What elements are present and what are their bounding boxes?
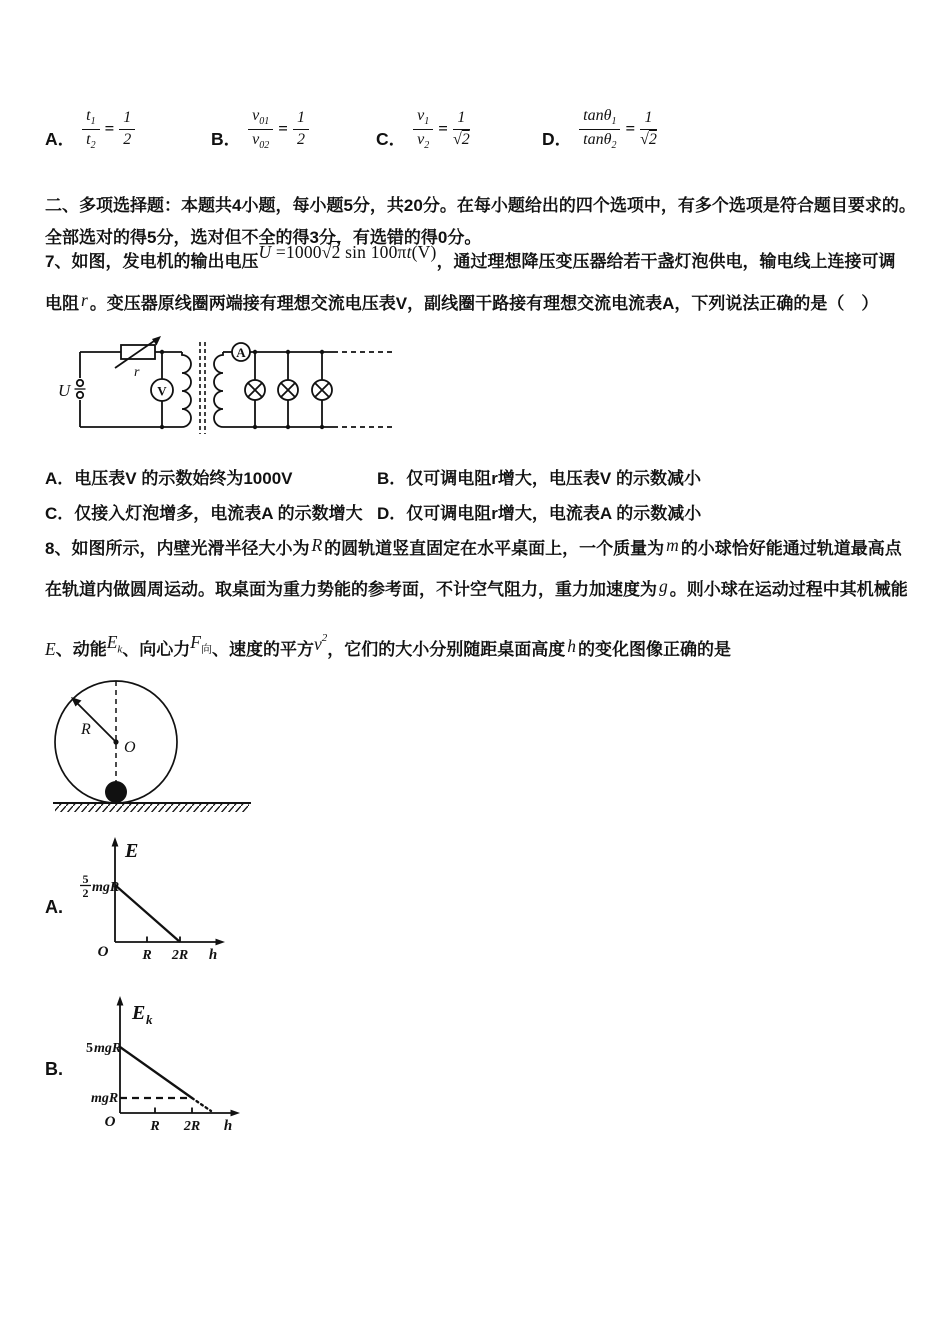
- intercept-frac-num: 5: [82, 872, 89, 886]
- var-v-sup: 2: [321, 632, 328, 644]
- energy-line: [115, 885, 180, 942]
- option-letter: A．: [45, 128, 76, 149]
- numerator: t: [86, 106, 91, 124]
- intercept-unit: mgR: [92, 880, 120, 895]
- dotted-extension: [192, 1098, 211, 1111]
- var-Ek: [107, 627, 123, 665]
- primary-coil: [182, 352, 191, 427]
- tick-R-label: R: [142, 948, 152, 963]
- rhs-numerator: 1: [640, 109, 657, 129]
- source-voltage-label: U: [58, 381, 71, 400]
- var-E: E: [45, 638, 56, 659]
- y-arrowhead: [112, 837, 119, 847]
- denominator-sub: 02: [259, 139, 270, 151]
- junction-dot: [253, 425, 257, 429]
- equals-sign: =: [438, 119, 448, 138]
- radius-label: R: [81, 721, 91, 738]
- radical-sign: √: [321, 242, 332, 262]
- var-F-centripetal: [190, 627, 212, 665]
- question8-line1: [45, 533, 902, 564]
- equals-sign: =: [278, 119, 288, 138]
- x-axis-label: h: [208, 947, 218, 963]
- numerator: v: [252, 106, 260, 124]
- radicand: 2: [331, 242, 341, 262]
- var-F-sub: 向: [201, 643, 212, 656]
- y-top-coef: 5: [86, 1041, 93, 1056]
- kinetic-energy-line: [120, 1047, 192, 1098]
- fraction-option-c: [376, 100, 470, 158]
- option-letter: C．: [376, 128, 407, 149]
- source-terminal-icon: [77, 380, 83, 386]
- numerator-sub: 01: [259, 116, 270, 127]
- numerator-sub: 1: [611, 116, 617, 127]
- var-g: g: [659, 576, 668, 596]
- source-terminal-icon: [77, 392, 83, 398]
- rheostat-arrowhead: [152, 336, 161, 346]
- fraction-option-d: [542, 100, 657, 158]
- circle-track-diagram: [45, 670, 255, 817]
- denominator-sub: 2: [424, 139, 430, 151]
- y-low-label: mgR: [91, 1091, 119, 1106]
- fraction-lhs: [248, 107, 273, 151]
- var-Ek-main: E: [106, 631, 118, 652]
- q7-line2-post: 。变压器原线圈两端接有理想交流电压表V，副线圈干路接有理想交流电流表A，下列说法正确的是（ ）: [89, 294, 879, 313]
- q8-text: 、向心力: [122, 639, 191, 659]
- rhs-numerator: 1: [293, 109, 309, 129]
- q8-text: 。则小球在运动过程中其机械能: [669, 580, 908, 599]
- junction-dot: [286, 350, 290, 354]
- q8-text: ，它们的大小分别随距桌面高度: [327, 639, 566, 659]
- fraction-option-b: [211, 100, 309, 158]
- junction-dot: [160, 425, 164, 429]
- center-label: O: [124, 739, 136, 756]
- y-arrowhead: [117, 996, 124, 1006]
- fraction-rhs: [453, 109, 470, 149]
- center-dot: [113, 739, 118, 744]
- option-letter: D．: [542, 128, 573, 149]
- var-Ek-sub: k: [117, 643, 123, 656]
- q8-text: 的变化图像正确的是: [578, 639, 732, 659]
- numerator-sub: 1: [424, 116, 430, 127]
- graph-option-a-letter: A.: [45, 897, 63, 917]
- ammeter-label: A: [236, 345, 246, 360]
- origin-label: O: [97, 944, 109, 960]
- origin-label: O: [104, 1114, 116, 1130]
- lamp-cross: [315, 383, 329, 397]
- ball: [105, 781, 127, 803]
- numerator: tanθ: [583, 106, 612, 124]
- radicand: 2: [648, 130, 657, 148]
- q7-option-d: D．仅可调电阻r增大，电流表A 的示数减小: [377, 504, 702, 523]
- q7-intro-pre: 7、如图，发电机的输出电压: [45, 252, 259, 271]
- circuit-diagram: [55, 334, 395, 442]
- radical-sign: √: [640, 130, 649, 148]
- ground-hatching: [55, 804, 249, 813]
- denominator: t: [86, 130, 91, 148]
- q8-text: 在轨道内做圆周运动。取桌面为重力势能的参考面，不计空气阻力，重力加速度为: [45, 580, 657, 599]
- y-axis-label-main: E: [132, 1002, 146, 1024]
- denominator-sub: 2: [611, 139, 617, 151]
- question7-line2: [45, 288, 878, 319]
- denominator-sub: 2: [90, 139, 96, 151]
- tick-2R-label: 2R: [183, 1119, 201, 1134]
- junction-dot: [160, 350, 164, 354]
- var-U: U: [258, 242, 272, 262]
- q8-text: 8、如图所示，内壁光滑半径大小为: [45, 539, 310, 558]
- x-axis-label: h: [223, 1118, 233, 1134]
- graph-option-b-letter: B.: [45, 1059, 63, 1079]
- question8-line3: [45, 630, 731, 671]
- var-v-main: v: [314, 633, 322, 654]
- x-arrowhead: [231, 1110, 241, 1117]
- var-h: h: [567, 635, 577, 656]
- q7-voltage-formula: [258, 242, 436, 262]
- q7-intro-post: ，通过理想降压变压器给若干盏灯泡供电，输电线上连接可调: [436, 252, 896, 271]
- y-axis-label-sub: k: [146, 1012, 153, 1027]
- rhs-denominator-sqrt: [640, 130, 657, 149]
- graph-a: [75, 833, 238, 968]
- rheostat-label: r: [134, 365, 140, 380]
- formula-sin: sin 100π: [340, 242, 407, 262]
- numerator: v: [417, 106, 425, 124]
- var-R: R: [311, 535, 323, 555]
- var-F-main: F: [190, 631, 201, 652]
- q7-line2-pre: 电阻: [45, 294, 79, 313]
- intercept-frac-den: 2: [82, 886, 89, 900]
- q7-option-c: C．仅接入灯泡增多，电流表A 的示数增大: [45, 504, 363, 523]
- junction-dot: [253, 350, 257, 354]
- numerator-sub: 1: [90, 116, 96, 127]
- tick-R-label: R: [150, 1119, 160, 1134]
- question7-line1: [45, 242, 896, 277]
- rhs-numerator: 1: [453, 109, 470, 129]
- fraction-lhs: [413, 107, 433, 151]
- lamp-cross: [248, 383, 262, 397]
- fraction-lhs: [82, 107, 99, 151]
- option-letter: B．: [211, 128, 242, 149]
- q8-text: 、速度的平方: [212, 639, 314, 659]
- graph-b: [78, 993, 248, 1141]
- junction-dot: [320, 350, 324, 354]
- radical-sign: √: [452, 130, 462, 148]
- var-r: r: [81, 290, 88, 310]
- junction-dot: [320, 425, 324, 429]
- rhs-denominator-sqrt: [453, 130, 470, 149]
- equals-sign: =: [625, 119, 636, 138]
- rhs-denominator: 2: [296, 130, 305, 148]
- rhs-numerator: 1: [119, 109, 135, 129]
- fraction-lhs: [579, 107, 620, 151]
- q7-option-b: B．仅可调电阻r增大，电压表V 的示数减小: [377, 469, 701, 488]
- fraction-rhs: [640, 109, 657, 149]
- q8-text: 的圆轨道竖直固定在水平桌面上，一个质量为: [324, 539, 665, 558]
- fraction-option-a: [45, 100, 135, 158]
- var-t: t: [406, 242, 412, 262]
- tick-2R-label: 2R: [171, 948, 189, 963]
- denominator: v: [417, 130, 425, 148]
- question8-line2: [45, 574, 908, 605]
- lamp-cross: [281, 383, 295, 397]
- x-arrowhead: [216, 939, 226, 946]
- fraction-rhs: [119, 109, 135, 149]
- formula-unit: (V): [411, 242, 437, 262]
- section2-header-line1: 二、多项选择题：本题共4小题，每小题5分，共20分。在每小题给出的四个选项中，有多个选项是符合题目要求的。: [45, 196, 916, 215]
- equals-sign: =: [104, 119, 115, 138]
- section2-header-line2: 全部选对的得5分，选对但不全的得3分，有选错的得0分。: [45, 228, 482, 247]
- junction-dot: [286, 425, 290, 429]
- rhs-denominator: 2: [123, 130, 132, 148]
- radicand: 2: [461, 130, 470, 148]
- voltmeter-label: V: [157, 383, 167, 399]
- var-m: m: [666, 535, 679, 555]
- denominator: tanθ: [583, 130, 612, 148]
- formula-mid: =1000: [271, 242, 322, 262]
- q7-option-a: A．电压表V 的示数始终为1000V: [45, 469, 293, 488]
- q8-text: 、动能: [55, 639, 107, 659]
- denominator: v: [252, 130, 260, 148]
- y-axis-label: E: [125, 840, 139, 862]
- q8-text: 的小球恰好能通过轨道最高点: [680, 539, 902, 558]
- var-v-squared: [314, 625, 327, 659]
- fraction-rhs: [293, 109, 309, 149]
- y-top-unit: mgR: [94, 1041, 122, 1056]
- secondary-coil: [214, 352, 223, 427]
